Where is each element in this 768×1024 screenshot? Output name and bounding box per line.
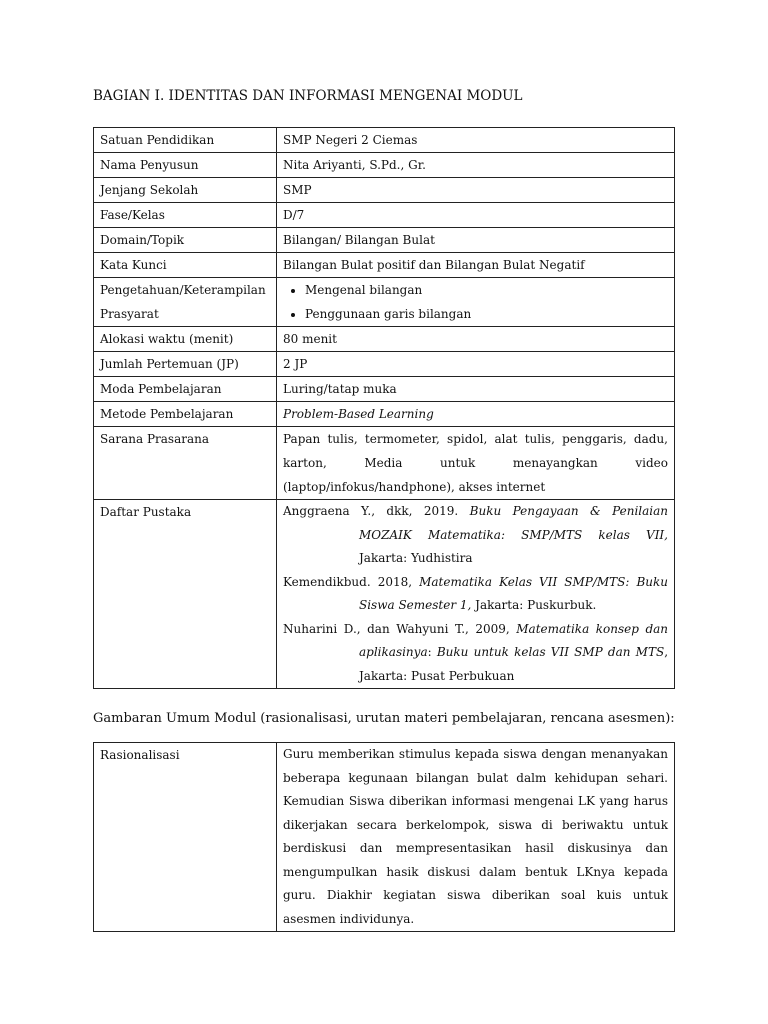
row-label: Rasionalisasi [94,743,277,932]
table-row [94,128,675,153]
row-label: Moda Pembelajaran [94,377,277,402]
ref-title: Matematika Kelas VII SMP/MTS: Buku Siswa Semester 1, [359,574,668,612]
table-row [94,228,675,253]
rasionalisasi-text: Guru memberikan stimulus kepada siswa dengan menanyakan beberapa kegunaan bilangan bulat dalm kehidupan sehari. Kemudian Siswa diberikan informasi mengenai LK yang harus dikerjakan secara berkelompok, siswa di beriwaktu untuk berdiskusi dan mempresentasikan hasil diskusinya dan mengumpulkan hasik diskusi dalam bentuk LKnya kepada guru. Diakhir kegiatan siswa diberikan soal kuis untuk asesmen individunya. [277,743,675,932]
ref-separator: : [427,645,437,659]
row-value: 80 menit [277,327,675,352]
daftar-pustaka-cell [277,500,675,689]
table-row [94,743,675,932]
table-row [94,427,675,500]
row-value: Bilangan/ Bilangan Bulat [277,228,675,253]
row-value: SMP [277,178,675,203]
identitas-table [93,127,675,689]
row-value: Problem-Based Learning [277,402,675,427]
row-value [277,278,675,327]
reference-item [283,500,668,571]
table-row [94,500,675,689]
list-item: • Mengenal bilangan [305,278,668,302]
ref-author: Anggraena Y., dkk, 2019. [283,504,470,518]
reference-item [283,571,668,618]
row-label: Domain/Topik [94,228,277,253]
table-row [94,352,675,377]
row-label: Jumlah Pertemuan (JP) [94,352,277,377]
reference-item [283,618,668,689]
row-label: Jenjang Sekolah [94,178,277,203]
row-value: 2 JP [277,352,675,377]
ref-subtitle: Buku untuk kelas VII SMP dan MTS [436,645,665,659]
table-row [94,278,675,327]
ref-publisher: Jakarta: Puskurbuk. [471,598,597,612]
table-row [94,377,675,402]
row-value: SMP Negeri 2 Ciemas [277,128,675,153]
prasyarat-list [283,278,668,326]
ref-author: Nuharini D., dan Wahyuni T., 2009, [283,621,517,636]
table-row [94,203,675,228]
row-label: Fase/Kelas [94,203,277,228]
gambaran-title: Gambaran Umum Modul (rasionalisasi, urutan materi pembelajaran, rencana asesmen): [93,711,675,726]
ref-publisher: , Jakarta: Pusat Perbukuan [359,645,669,683]
table-row [94,327,675,352]
gambaran-table [93,742,675,932]
row-label: Sarana Prasarana [94,427,277,500]
table-row [94,402,675,427]
row-label: Metode Pembelajaran [94,402,277,427]
row-value: Papan tulis, termometer, spidol, alat tulis, penggaris, dadu, karton, Media untuk menayangkan video (laptop/infokus/handphone), akses internet [277,427,675,500]
row-label: Nama Penyusun [94,153,277,178]
table-row [94,253,675,278]
ref-title: Matematika konsep dan aplikasinya [359,621,669,659]
table-row [94,178,675,203]
row-label: Daftar Pustaka [94,500,277,689]
ref-publisher: Jakarta: Yudhistira [359,551,473,565]
table-row [94,153,675,178]
ref-title: Buku Pengayaan & Penilaian MOZAIK Matematika: SMP/MTS kelas VII, [359,504,669,542]
row-label: Satuan Pendidikan [94,128,277,153]
row-label: Kata Kunci [94,253,277,278]
ref-author: Kemendikbud. 2018, [283,574,420,589]
row-value: Luring/tatap muka [277,377,675,402]
row-label: Alokasi waktu (menit) [94,327,277,352]
row-value: D/7 [277,203,675,228]
row-value: Bilangan Bulat positif dan Bilangan Bulat Negatif [277,253,675,278]
list-item: • Penggunaan garis bilangan [305,302,668,326]
row-label: Pengetahuan/Keterampilan Prasyarat [94,278,277,327]
row-value: Nita Ariyanti, S.Pd., Gr. [277,153,675,178]
section-title: BAGIAN I. IDENTITAS DAN INFORMASI MENGENAI MODUL [93,88,523,104]
